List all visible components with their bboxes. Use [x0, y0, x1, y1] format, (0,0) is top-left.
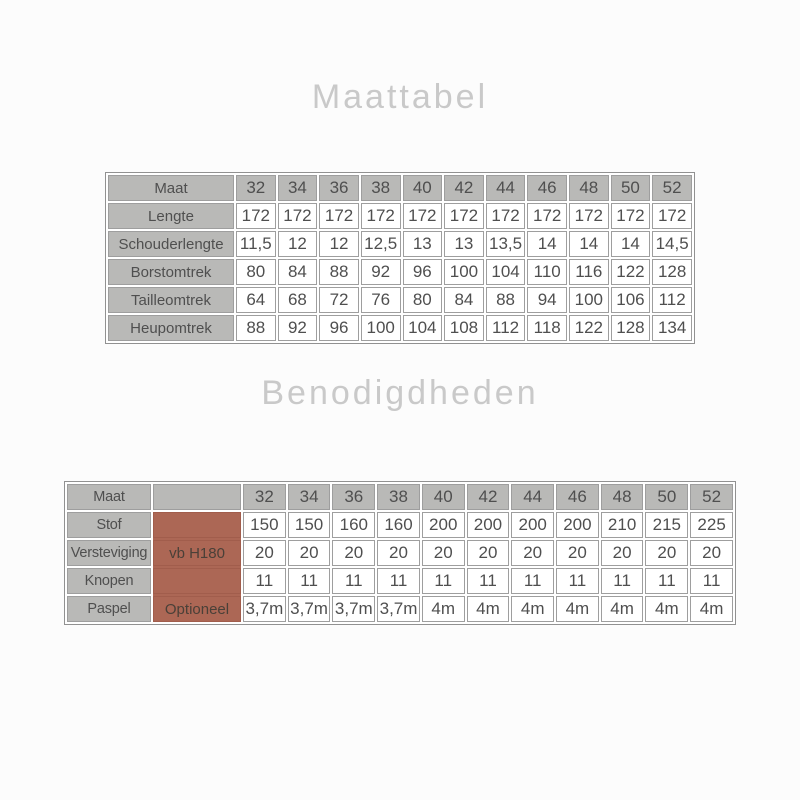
size-table-body	[108, 175, 692, 341]
value-cell: 172	[403, 203, 443, 229]
table-row	[108, 231, 692, 257]
value-cell: 128	[611, 315, 651, 341]
table-row	[67, 512, 733, 538]
size-column-header: 46	[556, 484, 599, 510]
value-cell: 134	[652, 315, 692, 341]
size-column-header: 44	[511, 484, 554, 510]
value-cell: 4m	[422, 596, 465, 622]
row-label: Maat	[108, 175, 234, 201]
value-cell: 20	[332, 540, 375, 566]
value-cell: 11	[332, 568, 375, 594]
value-cell: 225	[690, 512, 733, 538]
value-cell: 112	[652, 287, 692, 313]
value-cell: 100	[569, 287, 609, 313]
value-cell: 172	[444, 203, 484, 229]
value-cell: 13,5	[486, 231, 526, 257]
value-cell: 3,7m	[332, 596, 375, 622]
value-cell: 100	[444, 259, 484, 285]
value-cell: 20	[556, 540, 599, 566]
value-cell: 104	[486, 259, 526, 285]
size-column-header: 40	[422, 484, 465, 510]
value-cell: 4m	[511, 596, 554, 622]
size-column-header: 42	[444, 175, 484, 201]
value-cell: 150	[288, 512, 331, 538]
value-cell: 13	[444, 231, 484, 257]
row-label: Heupomtrek	[108, 315, 234, 341]
requirements-table-body	[67, 484, 733, 622]
value-cell: 11	[422, 568, 465, 594]
table-row	[67, 596, 733, 622]
value-cell: 80	[236, 259, 276, 285]
value-cell: 172	[361, 203, 401, 229]
value-cell: 200	[511, 512, 554, 538]
table-row	[108, 203, 692, 229]
value-cell: 84	[278, 259, 318, 285]
value-cell: 11	[601, 568, 644, 594]
value-cell: 4m	[645, 596, 688, 622]
requirements-table-title: Benodigdheden	[261, 374, 539, 412]
row-label: Tailleomtrek	[108, 287, 234, 313]
value-cell: 20	[467, 540, 510, 566]
note-cell	[153, 568, 241, 594]
size-column-header: 34	[278, 175, 318, 201]
value-cell: 92	[361, 259, 401, 285]
size-column-header: 48	[601, 484, 644, 510]
value-cell: 14	[569, 231, 609, 257]
value-cell: 160	[377, 512, 420, 538]
size-column-header: 52	[652, 175, 692, 201]
value-cell: 210	[601, 512, 644, 538]
value-cell: 12	[278, 231, 318, 257]
value-cell: 160	[332, 512, 375, 538]
row-label: Lengte	[108, 203, 234, 229]
value-cell: 172	[236, 203, 276, 229]
value-cell: 4m	[556, 596, 599, 622]
size-column-header: 32	[236, 175, 276, 201]
note-cell	[153, 512, 241, 538]
row-label: Schouderlengte	[108, 231, 234, 257]
value-cell: 80	[403, 287, 443, 313]
row-label: Knopen	[67, 568, 151, 594]
requirements-table	[64, 481, 736, 625]
value-cell: 172	[319, 203, 359, 229]
value-cell: 96	[403, 259, 443, 285]
value-cell: 11	[243, 568, 286, 594]
value-cell: 118	[527, 315, 567, 341]
value-cell: 92	[278, 315, 318, 341]
value-cell: 11	[467, 568, 510, 594]
value-cell: 11	[556, 568, 599, 594]
row-label: Paspel	[67, 596, 151, 622]
size-column-header: 42	[467, 484, 510, 510]
value-cell: 76	[361, 287, 401, 313]
size-column-header: 50	[611, 175, 651, 201]
value-cell: 3,7m	[377, 596, 420, 622]
size-column-header: 52	[690, 484, 733, 510]
size-column-header: 46	[527, 175, 567, 201]
size-column-header: 48	[569, 175, 609, 201]
size-column-header: 36	[319, 175, 359, 201]
value-cell: 172	[652, 203, 692, 229]
table-row	[67, 568, 733, 594]
value-cell: 64	[236, 287, 276, 313]
note-cell: Optioneel	[153, 596, 241, 622]
value-cell: 128	[652, 259, 692, 285]
value-cell: 150	[243, 512, 286, 538]
value-cell: 106	[611, 287, 651, 313]
value-cell: 172	[278, 203, 318, 229]
value-cell: 3,7m	[288, 596, 331, 622]
row-label: Versteviging	[67, 540, 151, 566]
size-column-header: 32	[243, 484, 286, 510]
value-cell: 4m	[690, 596, 733, 622]
note-cell: vb H180	[153, 540, 241, 566]
value-cell: 20	[243, 540, 286, 566]
value-cell: 11	[511, 568, 554, 594]
value-cell: 72	[319, 287, 359, 313]
value-cell: 14,5	[652, 231, 692, 257]
value-cell: 122	[569, 315, 609, 341]
value-cell: 20	[422, 540, 465, 566]
value-cell: 4m	[601, 596, 644, 622]
table-row	[108, 287, 692, 313]
size-table	[105, 172, 695, 344]
size-column-header: 44	[486, 175, 526, 201]
value-cell: 4m	[467, 596, 510, 622]
value-cell: 200	[556, 512, 599, 538]
value-cell: 100	[361, 315, 401, 341]
value-cell: 172	[527, 203, 567, 229]
size-column-header: 34	[288, 484, 331, 510]
value-cell: 110	[527, 259, 567, 285]
value-cell: 20	[645, 540, 688, 566]
value-cell: 20	[377, 540, 420, 566]
size-table-title: Maattabel	[311, 78, 489, 116]
size-column-header: 38	[377, 484, 420, 510]
value-cell: 112	[486, 315, 526, 341]
value-cell: 172	[569, 203, 609, 229]
value-cell: 14	[527, 231, 567, 257]
header-row	[108, 175, 692, 201]
value-cell: 11	[645, 568, 688, 594]
table-row	[108, 315, 692, 341]
value-cell: 11	[288, 568, 331, 594]
value-cell: 122	[611, 259, 651, 285]
size-column-header: 40	[403, 175, 443, 201]
size-column-header: 36	[332, 484, 375, 510]
value-cell: 20	[690, 540, 733, 566]
value-cell: 12	[319, 231, 359, 257]
value-cell: 12,5	[361, 231, 401, 257]
value-cell: 172	[486, 203, 526, 229]
value-cell: 108	[444, 315, 484, 341]
value-cell: 11	[690, 568, 733, 594]
value-cell: 88	[486, 287, 526, 313]
value-cell: 68	[278, 287, 318, 313]
value-cell: 200	[422, 512, 465, 538]
value-cell: 20	[288, 540, 331, 566]
value-cell: 94	[527, 287, 567, 313]
value-cell: 3,7m	[243, 596, 286, 622]
value-cell: 14	[611, 231, 651, 257]
value-cell: 116	[569, 259, 609, 285]
value-cell: 215	[645, 512, 688, 538]
value-cell: 88	[319, 259, 359, 285]
value-cell: 20	[601, 540, 644, 566]
row-label: Maat	[67, 484, 151, 510]
value-cell: 96	[319, 315, 359, 341]
value-cell: 20	[511, 540, 554, 566]
size-column-header: 38	[361, 175, 401, 201]
value-cell: 88	[236, 315, 276, 341]
row-label: Stof	[67, 512, 151, 538]
value-cell: 200	[467, 512, 510, 538]
value-cell: 84	[444, 287, 484, 313]
table-row	[67, 540, 733, 566]
note-column-header	[153, 484, 241, 510]
header-row	[67, 484, 733, 510]
table-row	[108, 259, 692, 285]
row-label: Borstomtrek	[108, 259, 234, 285]
value-cell: 11	[377, 568, 420, 594]
value-cell: 11,5	[236, 231, 276, 257]
size-column-header: 50	[645, 484, 688, 510]
value-cell: 104	[403, 315, 443, 341]
value-cell: 172	[611, 203, 651, 229]
value-cell: 13	[403, 231, 443, 257]
